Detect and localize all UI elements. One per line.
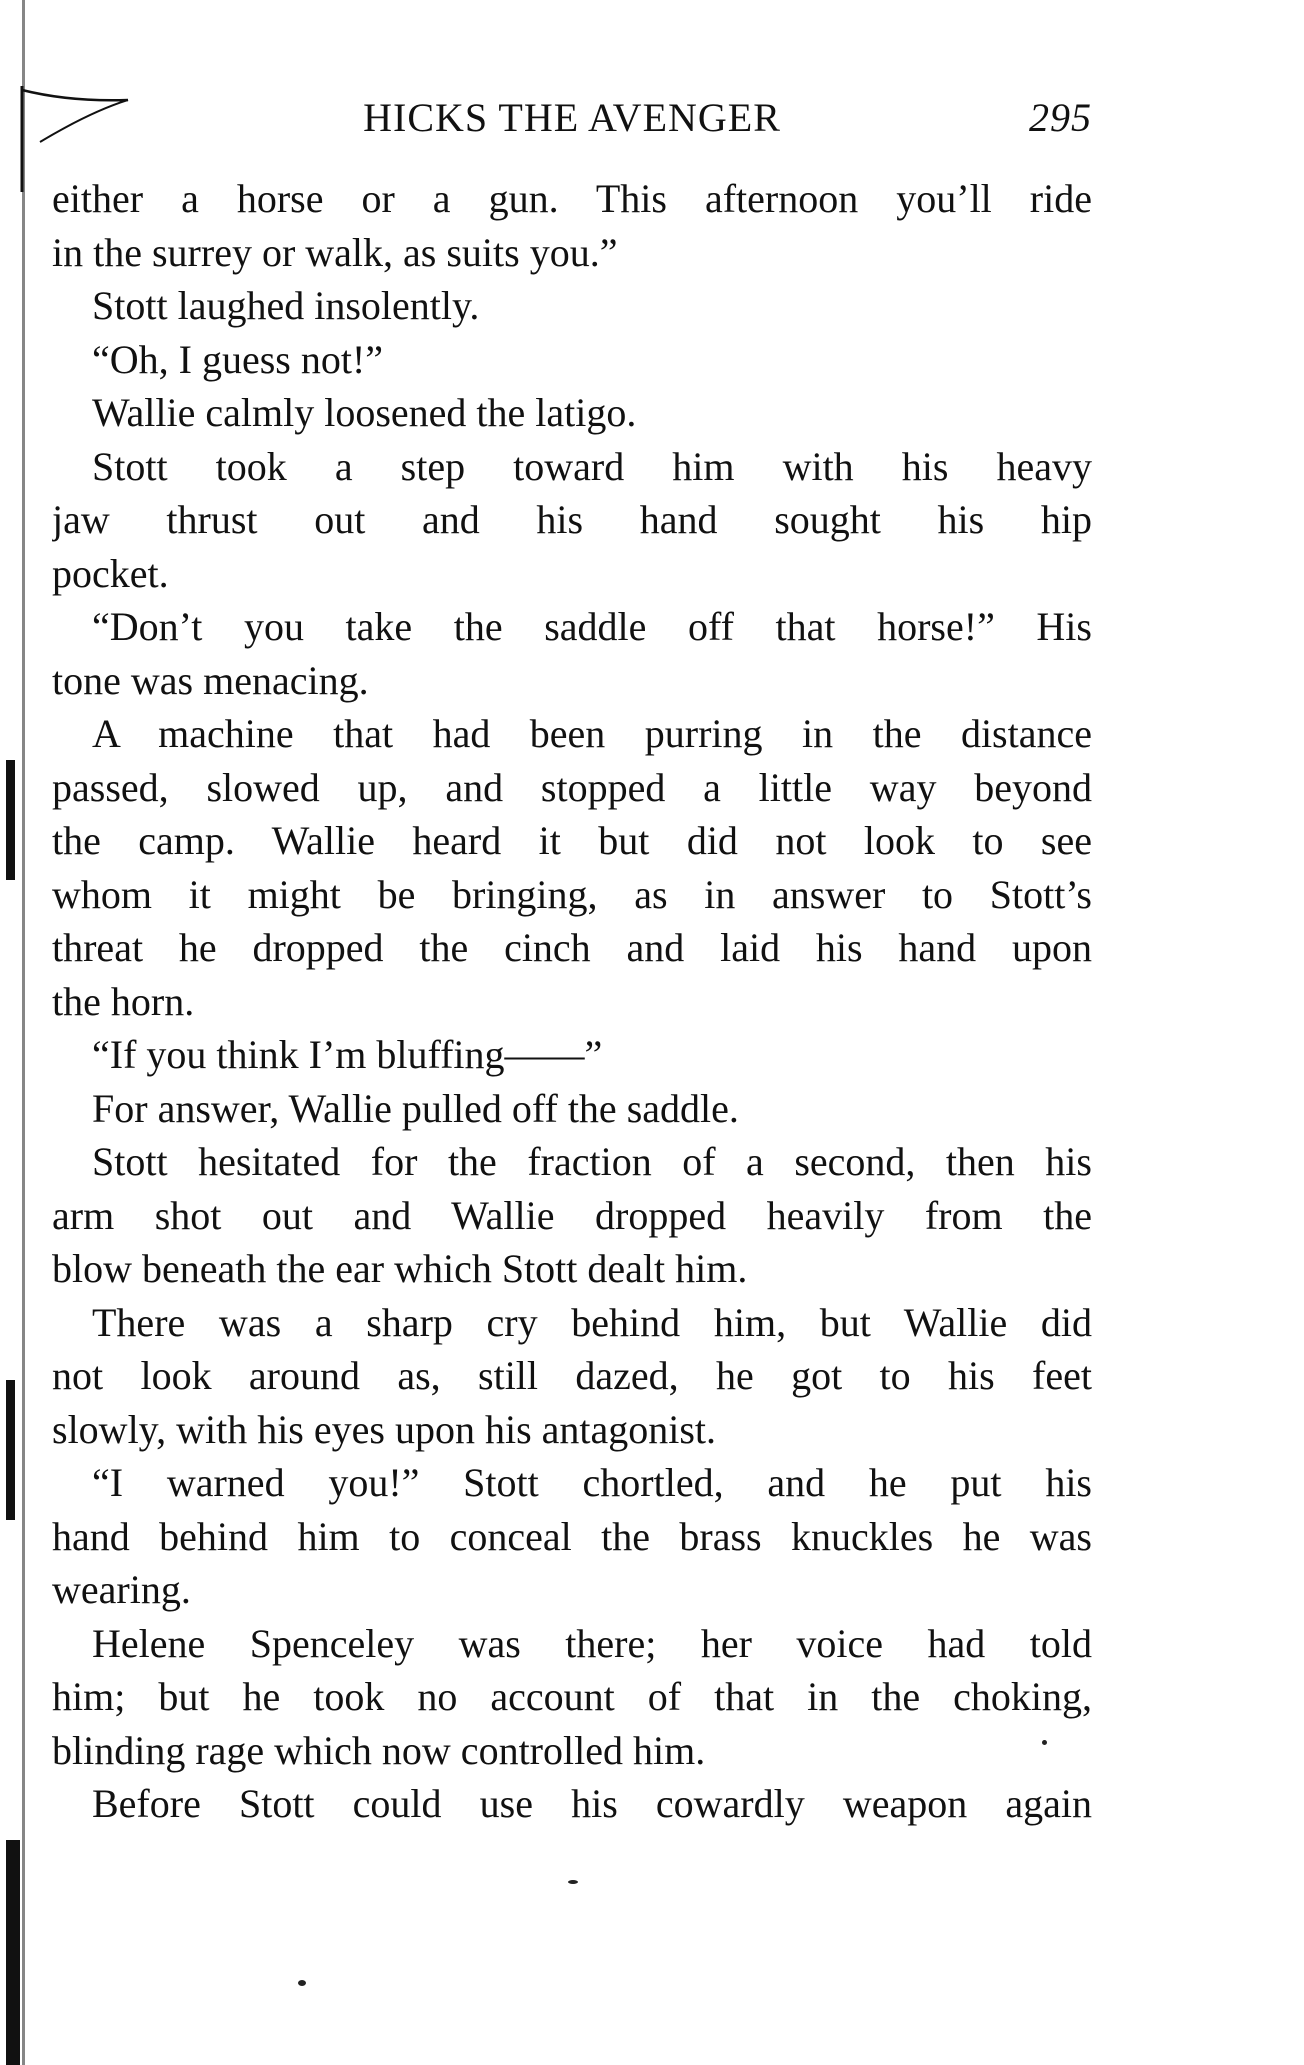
text-line: Stott hesitated for the fraction of a second, then his [92, 1139, 1092, 1184]
text-line: Wallie calmly loosened the latigo. [92, 390, 637, 435]
text-line: There was a sharp cry behind him, but Wallie did [92, 1299, 1092, 1345]
ink-speck [568, 1880, 578, 1884]
ink-speck [298, 1980, 306, 1986]
page-number: 295 [1029, 95, 1092, 140]
binding-shadow-top [6, 760, 15, 880]
text-line: threat he dropped the cinch and laid his hand upon [52, 925, 1092, 970]
text-line: “Oh, I guess not!” [92, 336, 384, 382]
text-line: A machine that had been purring in the distance [92, 711, 1092, 756]
body-text [52, 172, 1092, 1831]
text-line: arm shot out and Wallie dropped heavily from the [52, 1192, 1092, 1238]
binding-shadow-middle [6, 1380, 15, 1520]
text-line: either a horse or a gun. This afternoon you’ll ride [52, 176, 1092, 221]
text-line: blow beneath the ear which Stott dealt him. [52, 1246, 748, 1291]
text-line: slowly, with his eyes upon his antagonist. [52, 1406, 717, 1452]
text-line: Before Stott could use his cowardly weapon again [92, 1781, 1092, 1826]
text-line: not look around as, still dazed, he got to his feet [52, 1353, 1092, 1398]
text-line: “Don’t you take the saddle off that horse!” His [92, 604, 1092, 649]
text-line: Stott took a step toward him with his heavy [92, 443, 1092, 489]
text-line: whom it might be bringing, as in answer to Stott’s [52, 871, 1092, 917]
text-line: the horn. [52, 978, 195, 1024]
text-line: in the surrey or walk, as suits you.” [52, 229, 618, 275]
running-title: HICKS THE AVENGER [363, 95, 781, 140]
text-line: the camp. Wallie heard it but did not look to see [52, 818, 1092, 863]
text-line: passed, slowed up, and stopped a little way beyond [52, 764, 1092, 810]
text-line: wearing. [52, 1567, 191, 1612]
binding-edge-line [22, 0, 25, 2065]
text-line: jaw thrust out and his hand sought his hip [52, 497, 1092, 542]
text-line: tone was menacing. [52, 657, 369, 703]
text-line: “If you think I’m bluffing——” [92, 1032, 603, 1077]
text-line: him; but he took no account of that in the choking, [52, 1674, 1092, 1719]
text-line: Stott laughed insolently. [92, 283, 480, 328]
text-line: pocket. [52, 550, 169, 596]
text-line: For answer, Wallie pulled off the saddle. [92, 1085, 739, 1131]
text-line: blinding rage which now controlled him. [52, 1727, 706, 1773]
text-line: hand behind him to conceal the brass knuckles he was [52, 1513, 1092, 1559]
text-line: “I warned you!” Stott chortled, and he put his [92, 1460, 1092, 1505]
binding-shadow-bottom [6, 1840, 20, 2065]
page-header [52, 94, 1092, 144]
text-line: Helene Spenceley was there; her voice had told [92, 1620, 1092, 1666]
